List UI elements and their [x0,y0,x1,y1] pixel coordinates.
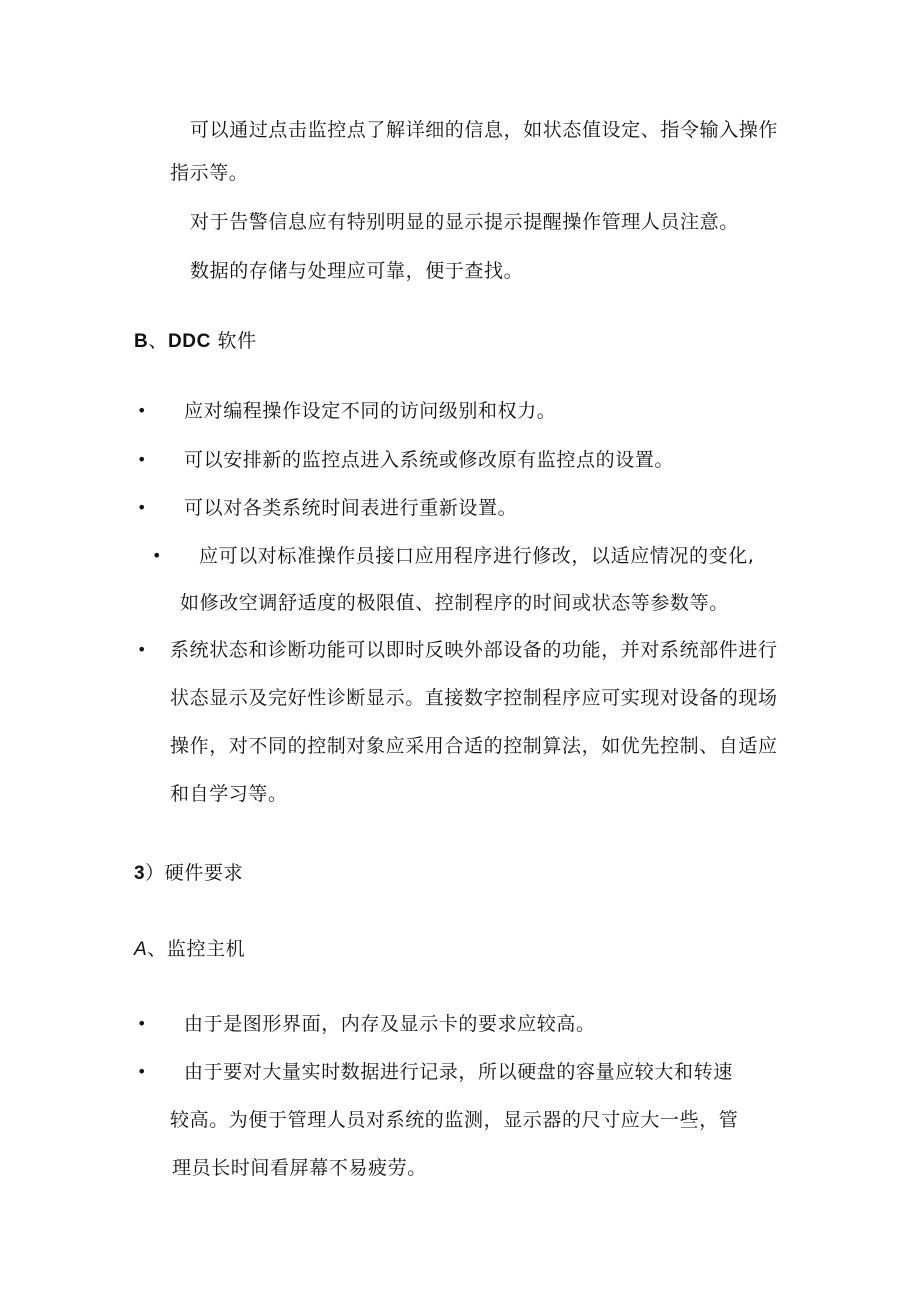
intro-line-1: 可以通过点击监控点了解详细的信息，如状态值设定、指令输入操作 [190,119,779,141]
bullet-icon: • [137,401,147,420]
bullet-icon: • [152,546,162,565]
bullet-icon: • [137,450,147,469]
section-a-title: 、监控主机 [147,938,246,960]
intro-line-3: 对于告警信息应有特别明显的显示提示提醒操作管理人员注意。 [190,211,739,233]
a-bullet-2-line-2: 较高。为便于管理人员对系统的监测，显示器的尺寸应大一些，管 [170,1109,739,1131]
bullet-icon: • [137,1014,147,1033]
b-bullet-1-line-1: 应对编程操作设定不同的访问级别和权力。 [184,400,557,422]
section-b-title: 软件 [210,330,257,352]
bullet-icon: • [137,498,147,517]
section-b-heading [134,328,257,355]
a-bullet-2-line-3: 理员长时间看屏幕不易疲劳。 [172,1157,427,1179]
b-bullet-5-line-2: 状态显示及完好性诊断显示。直接数字控制程序应可实现对设备的现场 [170,687,778,709]
b-bullet-4-line-1: 应可以对标准操作员接口应用程序进行修改，以适应情况的变化, [199,545,755,567]
a-bullet-1-line-1: 由于是图形界面，内存及显示卡的要求应较高。 [184,1013,596,1035]
b-bullet-5-line-1: 系统状态和诊断功能可以即时反映外部设备的功能，并对系统部件进行 [170,639,778,661]
b-bullet-2-line-1: 可以安排新的监控点进入系统或修改原有监控点的设置。 [184,449,675,471]
bullet-icon: • [137,1062,147,1081]
b-bullet-4-line-2: 如修改空调舒适度的极限值、控制程序的时间或状态等参数等。 [180,592,729,614]
intro-line-4: 数据的存储与处理应可靠，便于查找。 [190,260,524,282]
bullet-icon: • [137,640,147,659]
intro-line-2: 指示等。 [170,162,249,184]
section-b-ddc: DDC [167,331,211,352]
section-a-heading [134,936,245,963]
b-bullet-5-line-3: 操作，对不同的控制对象应采用合适的控制算法，如优先控制、自适应 [170,735,778,757]
section-b-sep: 、 [148,330,168,352]
b-bullet-3-line-1: 可以对各类系统时间表进行重新设置。 [184,497,518,519]
section-b-prefix: B [134,331,149,352]
section-3-title: ）硬件要求 [145,862,244,884]
b-bullet-5-line-4: 和自学习等。 [170,783,288,805]
section-3-prefix: 3 [134,863,146,884]
a-bullet-2-line-1: 由于要对大量实时数据进行记录，所以硬盘的容量应较大和转速 [184,1061,733,1083]
section-a-prefix: A [134,939,148,960]
section-3-heading [134,860,243,887]
